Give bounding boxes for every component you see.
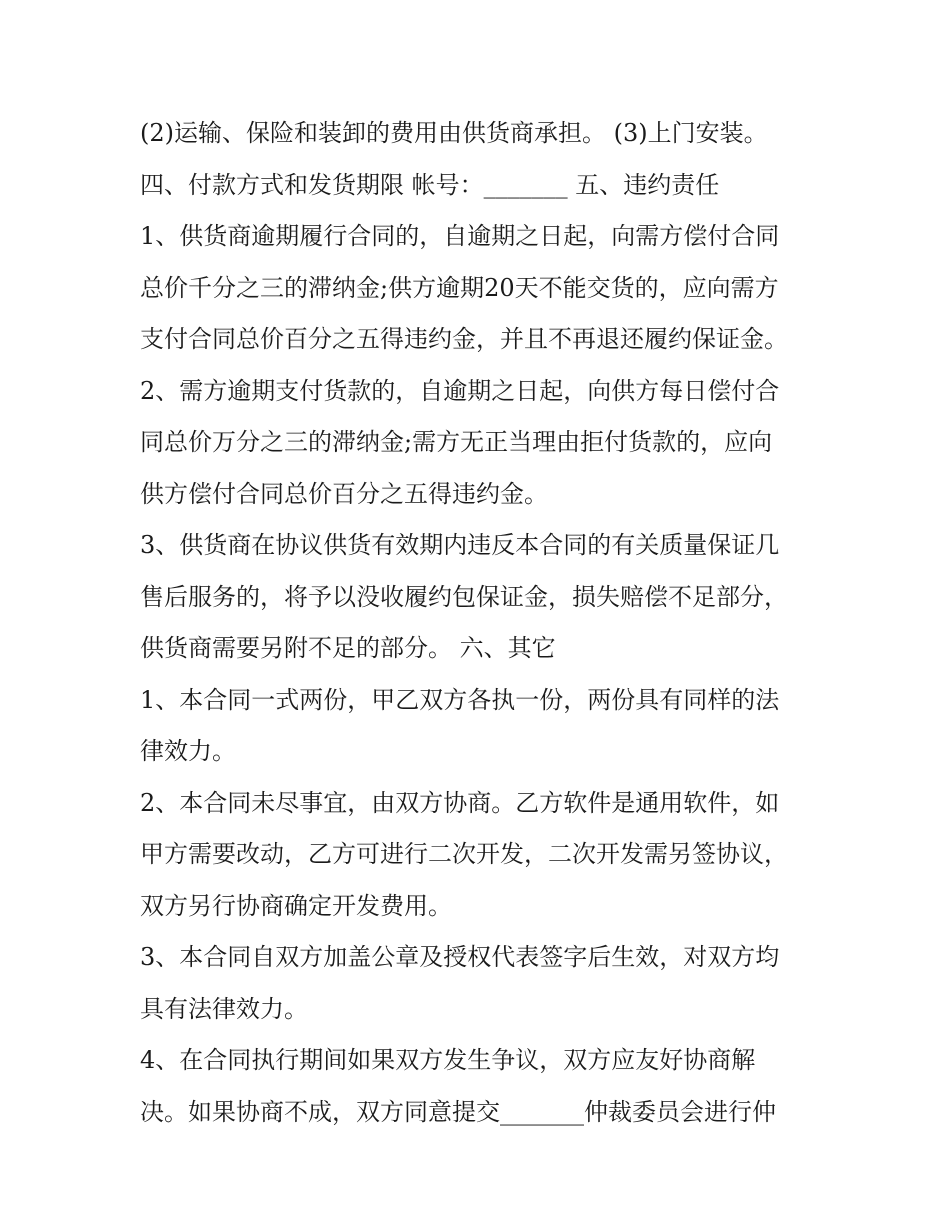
- text-line: 1、供货商逾期履行合同的，自逾期之日起，向需方偿付合同: [140, 222, 780, 250]
- text-line: 总价千分之三的滞纳金;供方逾期20天不能交货的，应向需方: [140, 273, 779, 302]
- contract-text: [140, 108, 820, 1138]
- text-line: 2、本合同未尽事宜，由双方协商。乙方软件是通用软件，如: [140, 788, 780, 817]
- text-line: 1、本合同一式两份，甲乙双方各执一份，两份具有同样的法: [140, 685, 780, 714]
- text-line: 2、需方逾期支付货款的，自逾期之日起，向供方每日偿付合: [140, 376, 780, 405]
- text-line: 四、付款方式和发货期限 帐号：_______ 五、违约责任: [140, 170, 720, 199]
- text-line: 3、供货商在协议供货有效期内违反本合同的有关质量保证几: [140, 531, 780, 559]
- text-line: 同总价万分之三的滞纳金;需方无正当理由拒付货款的，应向: [140, 428, 773, 456]
- text-line: 3、本合同自双方加盖公章及授权代表签字后生效，对双方均: [140, 943, 780, 971]
- text-line: 律效力。: [140, 737, 236, 765]
- text-line: 双方另行协商确定开发费用。: [140, 891, 452, 920]
- text-line: 供方偿付合同总价百分之五得违约金。: [140, 479, 548, 508]
- text-line: 具有法律效力。: [140, 994, 308, 1023]
- text-line: 供货商需要另附不足的部分。 六、其它: [140, 634, 556, 662]
- text-line: 甲方需要改动，乙方可进行二次开发，二次开发需另签协议，: [140, 840, 788, 868]
- text-line: 决。如果协商不成，双方同意提交_______仲裁委员会进行仲: [140, 1097, 776, 1126]
- text-line: (2)运输、保险和装卸的费用由供货商承担。 (3)上门安装。: [140, 119, 768, 147]
- text-line: 4、在合同执行期间如果双方发生争议，双方应友好协商解: [140, 1046, 756, 1074]
- text-line: 售后服务的，将予以没收履约包保证金，损失赔偿不足部分，: [140, 582, 788, 611]
- text-line: 支付合同总价百分之五得违约金，并且不再退还履约保证金。: [140, 325, 788, 353]
